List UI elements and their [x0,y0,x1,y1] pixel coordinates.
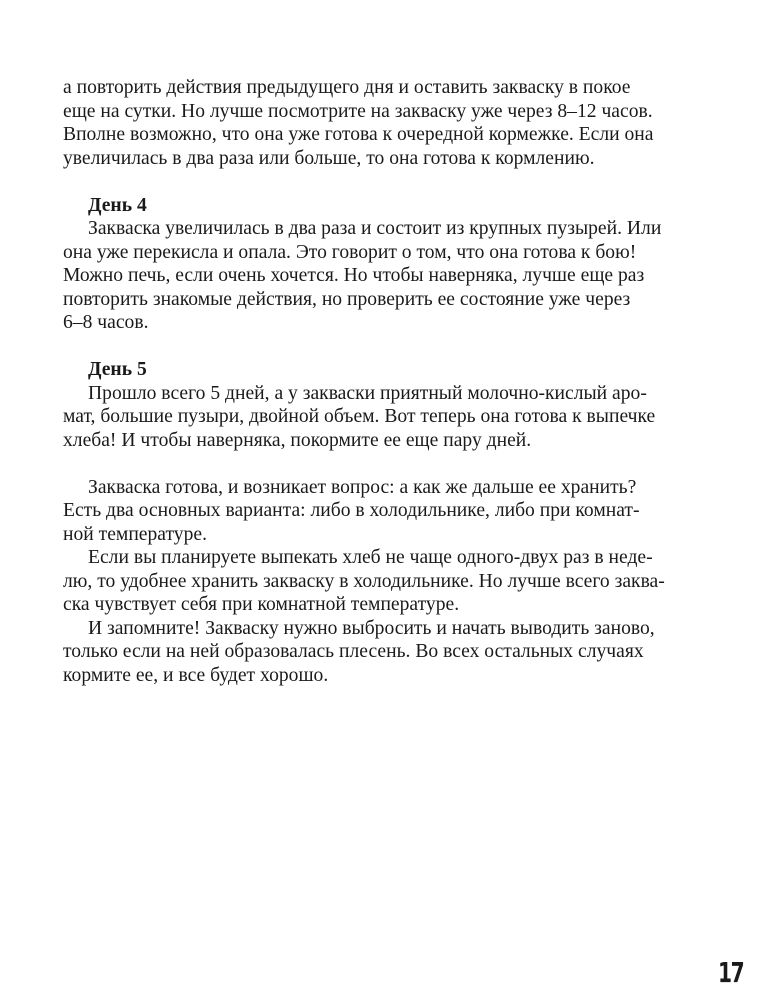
text-line: Прошло всего 5 дней, а у закваски приятный молочно-кислый аро- [88,382,647,404]
page-body [63,76,713,687]
text-line: еще на сутки. Но лучше посмотрите на закваску уже через 8–12 часов. [63,100,653,122]
paragraph-gap [63,335,713,359]
text-line: кормите ее, и все будет хорошо. [63,664,329,686]
text-line: ска чувствует себя при комнатной температуре. [63,594,460,615]
paragraph-remember [63,617,713,688]
text-line: Закваска готова, и возникает вопрос: а как же дальше ее хранить? [88,476,637,498]
text-line: только если на ней образовалась плесень. Во всех остальных случаях [63,641,644,662]
text-line: мат, большие пузыри, двойной объем. Вот теперь она готова к выпечке [63,406,656,427]
paragraph-gap [63,452,713,476]
paragraph-intro [63,76,713,170]
page-number: 17 [718,956,744,989]
text-line: она уже перекисла и опала. Это говорит о том, что она готова к бою! [63,241,637,263]
text-line: Есть два основных варианта: либо в холодильнике, либо при комнат- [63,500,640,521]
section-day-5 [63,358,713,452]
section-heading-day-5: День 5 [88,359,147,380]
paragraph-fridge [63,546,713,617]
text-line: 6–8 часов. [63,312,149,333]
text-line: Если вы планируете выпекать хлеб не чаще одного-двух раз в неде- [88,547,653,568]
text-line: хлеба! И чтобы наверняка, покормите ее еще пару дней. [63,429,532,451]
text-line: а повторить действия предыдущего дня и оставить закваску в покое [63,77,631,98]
section-heading-day-4: День 4 [88,194,147,216]
paragraph-gap [63,170,713,194]
text-line: повторить знакомые действия, но проверить ее состояние уже через [63,288,631,310]
text-line: Можно печь, если очень хочется. Но чтобы наверняка, лучше еще раз [63,265,645,286]
text-line: Вполне возможно, что она уже готова к очередной кормежке. Если она [63,124,654,145]
text-line: ной температуре. [63,523,207,545]
paragraph-storage [63,476,713,547]
text-line: увеличилась в два раза или больше, то она готова к кормлению. [63,147,595,169]
section-day-4 [63,194,713,335]
text-line: лю, то удобнее хранить закваску в холодильнике. Но лучше всего заква- [63,570,665,592]
text-line: И запомните! Закваску нужно выбросить и начать выводить заново, [88,617,655,639]
text-line: Закваска увеличилась в два раза и состоит из крупных пузырей. Или [88,218,662,239]
